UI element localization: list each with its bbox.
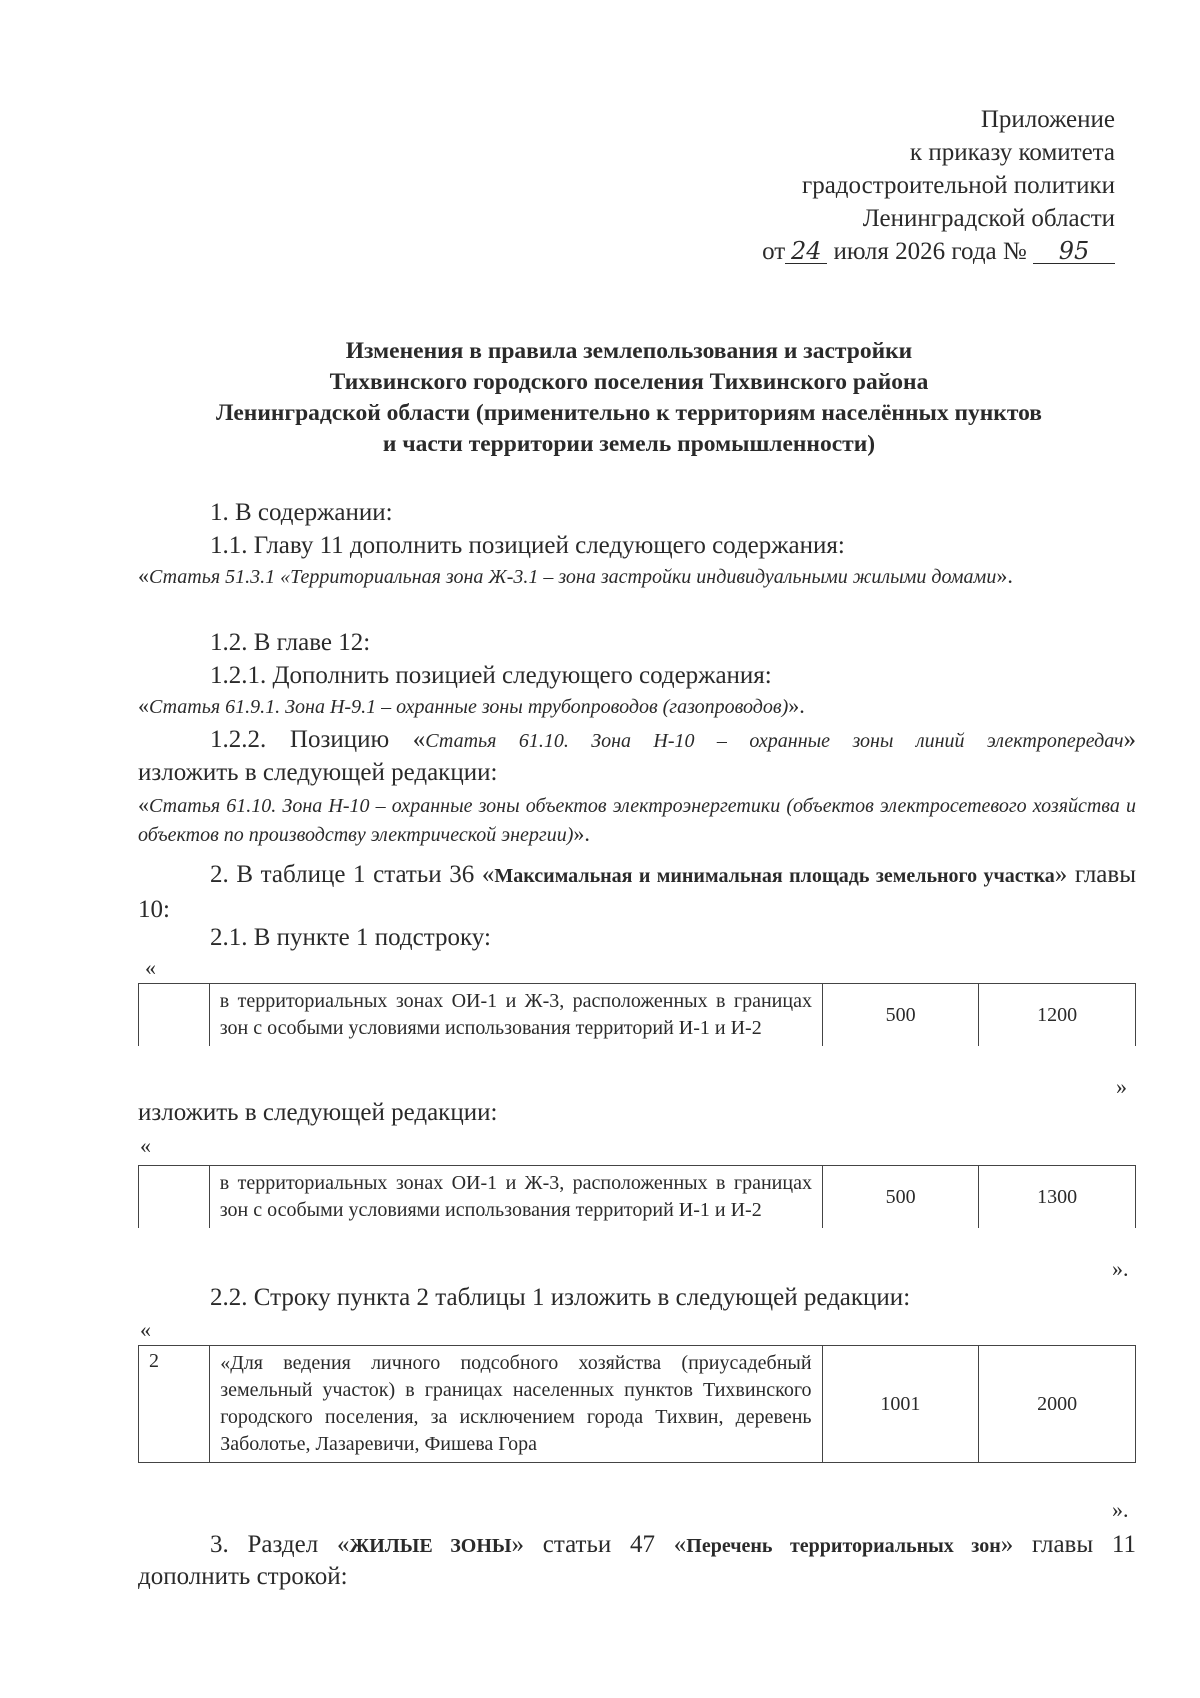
article-61-9-1-text: Статья 61.9.1. Зона Н-9.1 – охранные зоны трубопроводов (газопроводов) — [149, 696, 789, 718]
table-row — [139, 984, 1136, 1047]
item-3-prefix: 3. Раздел « — [210, 1531, 350, 1558]
quote-close: ». — [996, 563, 1013, 588]
item-2-suffix: » главы 10: — [138, 861, 1136, 923]
item-1: 1. В содержании: — [210, 499, 393, 526]
header-line-appendix: Приложение — [980, 106, 1115, 133]
quote-open: « — [138, 563, 149, 588]
table-1-quote-open: « — [145, 955, 156, 980]
order-number-handwritten: 95 — [1033, 239, 1115, 264]
item-3-article-title: Перечень территориальных зон — [686, 1535, 1001, 1557]
item-2-1-redaction: изложить в следующей редакции: — [138, 1099, 498, 1126]
item-3-mid: » статьи 47 « — [511, 1531, 687, 1558]
document-title — [138, 336, 1120, 460]
quote-close: ». — [573, 821, 590, 846]
table-cell-min-area: 1001 — [822, 1346, 979, 1463]
header-line-committee: градостроительной политики — [801, 172, 1115, 199]
item-2-1: 2.1. В пункте 1 подстроку: — [210, 924, 491, 951]
item-1-2-1-quote — [138, 693, 805, 722]
table-3-quote-close: ». — [1112, 1497, 1129, 1522]
table-cell-text: в территориальных зонах ОИ-1 и Ж-3, расположенных в границах зон с особыми условиями использования территорий И-1 и И-2 — [209, 1166, 822, 1229]
table-cell-min-area: 500 — [822, 1166, 978, 1229]
table-1-quote-close: » — [1116, 1074, 1127, 1099]
item-1-1-quote — [138, 563, 1136, 592]
item-3 — [210, 1528, 1136, 1563]
item-2-2: 2.2. Строку пункта 2 таблицы 1 изложить в следующей редакции: — [210, 1284, 911, 1311]
item-1-2-1: 1.2.1. Дополнить позицией следующего содержания: — [210, 662, 772, 689]
item-1-2-2-line2: изложить в следующей редакции: — [138, 759, 498, 786]
table-cell-text: «Для ведения личного подсобного хозяйства (приусадебный земельный участок) в границах населенных пунктов Тихвинского городского поселения, за исключением города Тихвин, деревень Заболотье, Лазаревичи, Фишева Гора — [210, 1346, 822, 1463]
table-old-subrow — [138, 983, 1136, 1046]
item-2-prefix: 2. В таблице 1 статьи 36 « — [210, 861, 495, 888]
quote-open: « — [138, 792, 149, 817]
item-1-2: 1.2. В главе 12: — [210, 629, 371, 656]
item-1-2-2-old-title: Статья 61.10. Зона Н-10 – охранные зоны линий электропередач — [425, 730, 1124, 752]
article-61-10-new-text: Статья 61.10. Зона Н-10 – охранные зоны объектов электроэнергетики (объектов электросетевого хозяйства и объектов по производству электрической энергии) — [138, 795, 1136, 846]
date-prefix: от — [762, 238, 786, 265]
item-1-2-2-quote — [138, 792, 1136, 850]
table-cell-max-area: 2000 — [979, 1346, 1136, 1463]
header-line-date — [762, 235, 1115, 268]
table-new-subrow — [138, 1165, 1136, 1228]
table-cell-num: 2 — [139, 1346, 210, 1463]
item-3-line2: дополнить строкой: — [138, 1563, 348, 1590]
title-line-4: и части территории земель промышленности) — [382, 431, 876, 457]
table-3-quote-open: « — [140, 1317, 151, 1342]
item-2-article-title: Максимальная и минимальная площадь земельного участка — [494, 865, 1055, 887]
date-middle: июля 2026 года № — [833, 238, 1027, 265]
table-cell-num — [139, 984, 210, 1047]
item-1-1: 1.1. Главу 11 дополнить позицией следующего содержания: — [210, 532, 845, 559]
item-2 — [138, 858, 1136, 926]
table-2-quote-open: « — [140, 1133, 151, 1158]
title-line-1: Изменения в правила землепользования и застройки — [345, 338, 913, 364]
title-line-3: Ленинградской области (применительно к территориям населённых пунктов — [216, 400, 1042, 426]
date-day-handwritten: 24 — [785, 239, 827, 264]
table-cell-max-area: 1200 — [979, 984, 1136, 1047]
table-cell-text: в территориальных зонах ОИ-1 и Ж-3, расположенных в границах зон с особыми условиями использования территорий И-1 и И-2 — [209, 984, 822, 1047]
table-row — [139, 1346, 1136, 1463]
appendix-header — [762, 103, 1115, 268]
item-3-section-name: ЖИЛЫЕ ЗОНЫ — [349, 1535, 512, 1557]
article-51-3-1-text: Статья 51.3.1 «Территориальная зона Ж-3.1 – зона застройки индивидуальными жилыми домами — [149, 566, 997, 588]
table-cell-min-area: 500 — [822, 984, 978, 1047]
table-row — [139, 1166, 1136, 1229]
header-line-order: к приказу комитета — [909, 139, 1115, 166]
quote-close: ». — [788, 693, 805, 718]
table-cell-max-area: 1300 — [979, 1166, 1136, 1229]
table-row-2-replacement — [138, 1345, 1136, 1463]
title-line-2: Тихвинского городского поселения Тихвинского района — [329, 369, 929, 395]
table-cell-num — [139, 1166, 210, 1229]
table-2-quote-close: ». — [1112, 1256, 1129, 1281]
header-line-region: Ленинградской области — [862, 205, 1115, 232]
item-1-2-2-prefix: 1.2.2. Позицию « — [210, 726, 426, 753]
quote-close: » — [1123, 726, 1136, 753]
quote-open: « — [138, 693, 149, 718]
item-3-suffix: » главы 11 — [1000, 1531, 1136, 1558]
item-1-2-2 — [210, 724, 1136, 756]
